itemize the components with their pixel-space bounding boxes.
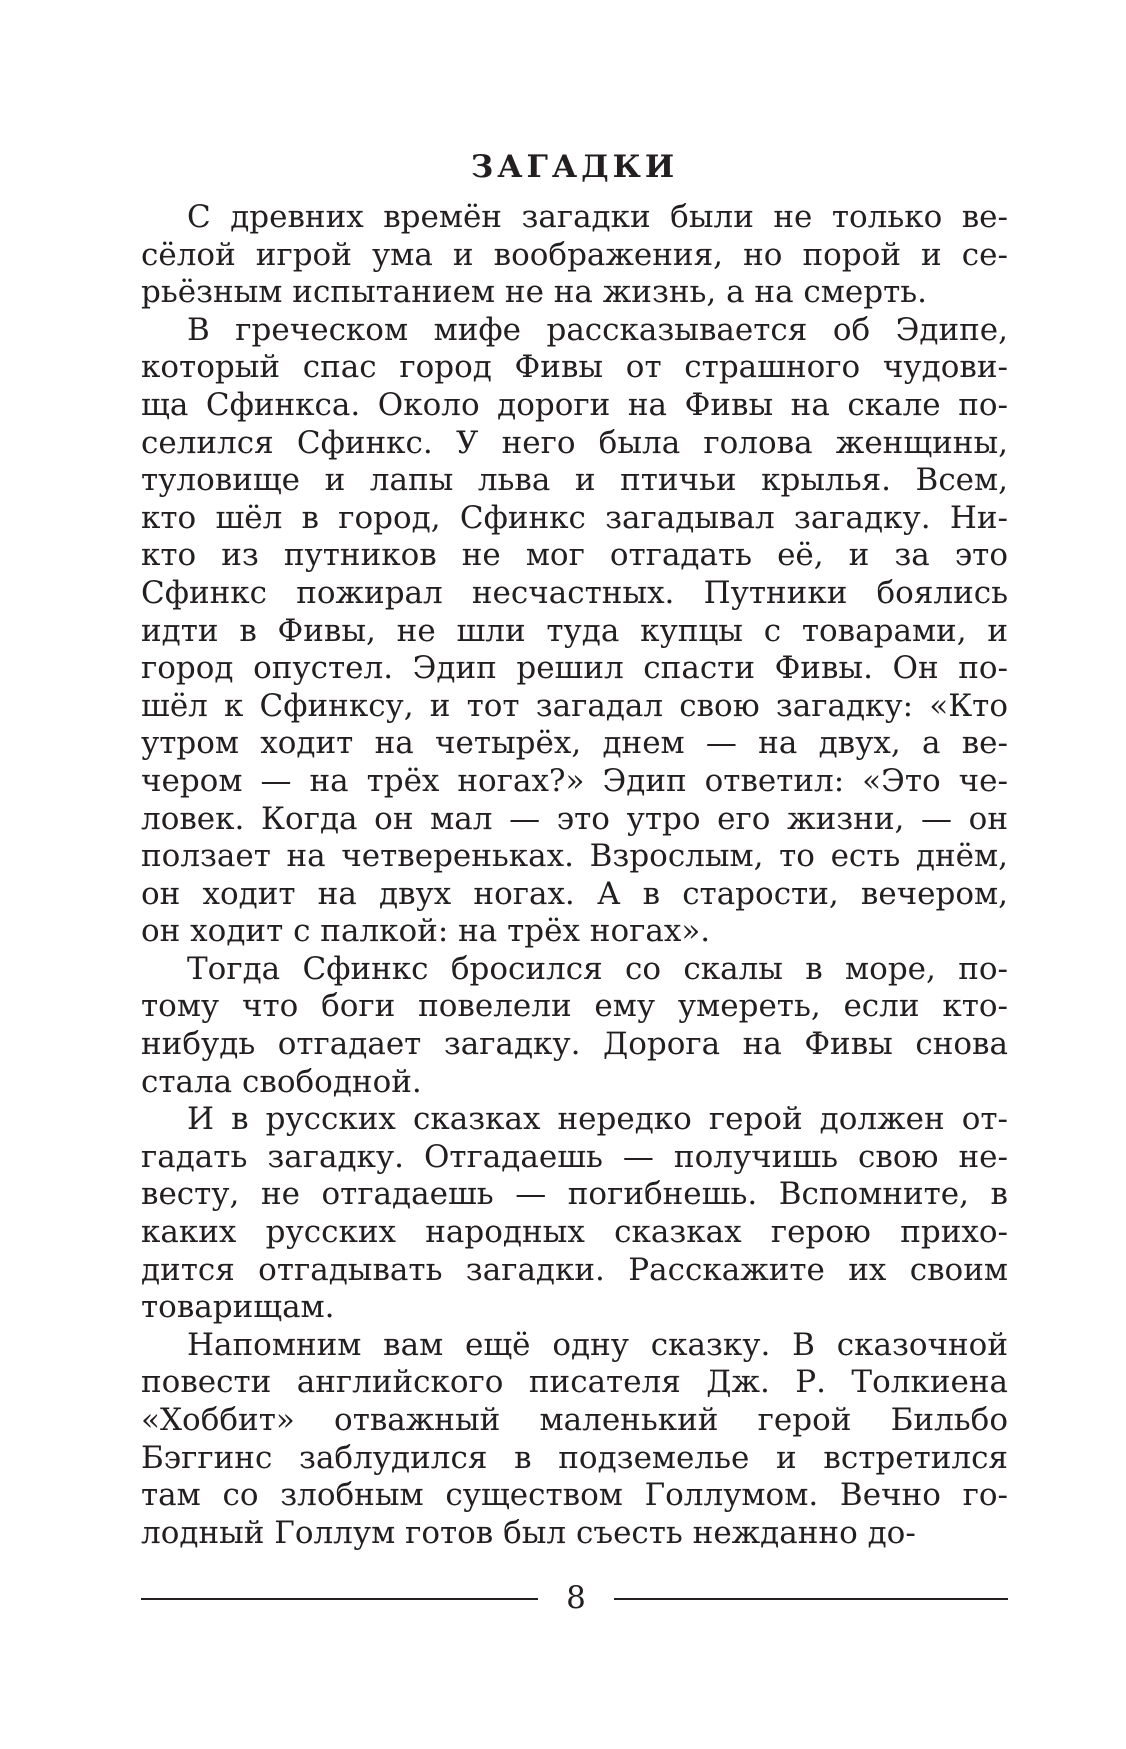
text-line: лодный Голлум готов был съесть нежданно до- — [141, 1514, 916, 1551]
text-line: стала свободной. — [141, 1063, 422, 1100]
paragraph — [141, 312, 1008, 951]
text-line: ловек. Когда он мал — это утро его жизни, — он — [141, 800, 1008, 837]
text-line: гадать загадку. Отгадаешь — получишь свою не- — [141, 1138, 1008, 1175]
text-line: Напомним вам ещё одну сказку. В сказочной — [187, 1326, 1008, 1363]
text-line: шёл к Сфинксу, и тот загадал свою загадку: «Кто — [141, 687, 1008, 724]
text-line: ща Сфинкса. Около дороги на Фивы на скале по- — [141, 386, 1008, 423]
paragraph — [141, 1101, 1008, 1327]
footer-rule-right — [614, 1598, 1008, 1600]
text-line: туловище и лапы льва и птичьи крылья. Всем, — [141, 462, 1008, 499]
text-line: сёлой игрой ума и воображения, но порой и се- — [141, 236, 1008, 273]
text-line: И в русских сказках нередко герой должен от- — [187, 1101, 1008, 1138]
text-line: нибудь отгадает загадку. Дорога на Фивы снова — [141, 1026, 1008, 1063]
page-footer — [141, 1578, 1008, 1618]
page-title: ЗАГАДКИ — [470, 149, 679, 185]
text-line: «Хоббит» отважный маленький герой Бильбо — [141, 1402, 1008, 1438]
paragraph — [141, 199, 1008, 312]
text-line: он ходит на двух ногах. А в старости, вечером, — [141, 875, 1008, 912]
text-line: там со злобным существом Голлумом. Вечно го- — [141, 1477, 1008, 1514]
text-line: тому что боги повелели ему умереть, если кто- — [141, 988, 1008, 1025]
text-line: весту, не отгадаешь — погибнешь. Вспомните, в — [141, 1176, 1008, 1213]
text-line: каких русских народных сказках герою прихо- — [141, 1214, 1008, 1251]
text-line: повести английского писателя Дж. Р. Толкиена — [141, 1364, 1008, 1401]
footer-rule-left — [141, 1598, 538, 1600]
paragraph — [141, 1327, 1008, 1553]
paragraph — [141, 951, 1008, 1101]
text-line: Тогда Сфинкс бросился со скалы в море, по- — [187, 950, 1008, 987]
text-line: рьёзным испытанием не на жизнь, а на смерть. — [141, 274, 927, 311]
page-content — [141, 145, 1008, 1552]
text-line: ползает на четвереньках. Взрослым, то есть днём, — [141, 838, 1008, 875]
text-line: Бэггинс заблудился в подземелье и встретился — [141, 1439, 1008, 1476]
text-line: В греческом мифе рассказывается об Эдипе, — [187, 311, 1008, 348]
text-line: кто из путников не мог отгадать её, и за это — [141, 537, 1008, 574]
text-line: кто шёл в город, Сфинкс загадывал загадку. Ни- — [141, 499, 1008, 536]
text-line: который спас город Фивы от страшного чудови- — [141, 349, 1008, 386]
text-line: товарищам. — [141, 1289, 335, 1326]
text-line: чером — на трёх ногах?» Эдип ответил: «Это че- — [141, 762, 1008, 799]
text-line: дится отгадывать загадки. Расскажите их своим — [141, 1251, 1008, 1288]
text-line: город опустел. Эдип решил спасти Фивы. Он по- — [141, 650, 1008, 687]
body-text — [141, 199, 1008, 1552]
text-line: идти в Фивы, не шли туда купцы с товарами, и — [141, 612, 1008, 649]
text-line: он ходит с палкой: на трёх ногах». — [141, 913, 711, 950]
text-line: утром ходит на четырёх, днем — на двух, а ве- — [141, 725, 1008, 762]
text-line: С древних времён загадки были не только ве- — [187, 199, 1008, 235]
page-number: 8 — [566, 1580, 586, 1616]
text-line: Сфинкс пожирал несчастных. Путники боялись — [141, 574, 1008, 611]
text-line: селился Сфинкс. У него была голова женщины, — [141, 424, 1008, 461]
